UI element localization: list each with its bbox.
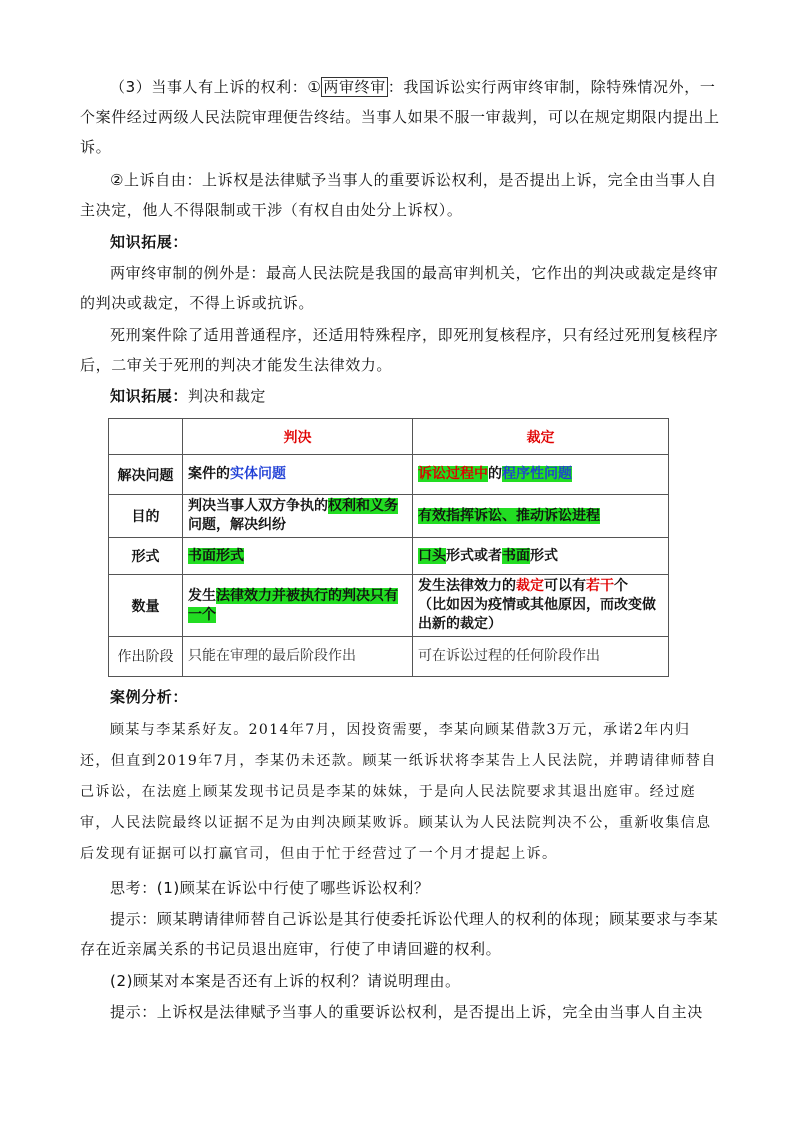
- row-label: 数量: [109, 575, 183, 637]
- cell-ruling: 可在诉讼过程的任何阶段作出: [413, 637, 669, 677]
- cell-text: 发生: [188, 587, 216, 604]
- cell-text-highlight: 有效指挥诉讼、推动诉讼进程: [418, 507, 600, 524]
- cell-ruling: [413, 455, 669, 495]
- cell-judgment: [183, 575, 413, 637]
- cell-text-red-highlight: 诉讼过程中: [418, 466, 488, 482]
- table-row: [109, 637, 669, 677]
- paragraph-appeal-right: [80, 72, 720, 162]
- cell-text-blue: 实体问题: [230, 466, 286, 482]
- paragraph-case-story: 顾某与李某系好友。2014年7月，因投资需要，李某向顾某借款3万元，承诺2年内归还，但直到2019年7月，李某仍未还款。顾某一纸诉状将李某告上人民法院，并聘请律师替自己诉讼，在法庭上顾某发现书记员是李某的妹妹，于是向人民法院要求其退出庭审。经过庭审，人民法院最终以证据不足为由判决顾某败诉。顾某认为人民法院判决不公，重新收集信息后发现有证据可以打赢官司，但由于忙于经营过了一个月才提起上诉。: [80, 722, 717, 862]
- cell-text-red: 若干: [586, 578, 614, 594]
- question-2: (2)顾某对本案是否还有上诉的权利？请说明理由。: [110, 972, 461, 990]
- paragraph-two-trial-exception: 两审终审制的例外是：最高人民法院是我国的最高审判机关，它作出的判决或裁定是终审的判决或裁定，不得上诉或抗诉。: [80, 264, 719, 312]
- cell-judgment: 只能在审理的最后阶段作出: [183, 637, 413, 677]
- table-corner-cell: [109, 419, 183, 455]
- row-label: 作出阶段: [109, 637, 183, 677]
- cell-ruling: [413, 495, 669, 538]
- cell-text: 问题，解决纠纷: [188, 517, 286, 533]
- table-header-row: [109, 419, 669, 455]
- cell-text: 案件的: [188, 466, 230, 482]
- comparison-table: [108, 418, 669, 677]
- paragraph-appeal-freedom: ②上诉自由：上诉权是法律赋予当事人的重要诉讼权利，是否提出上诉，完全由当事人自主决定，他人不得限制或干涉（有权自由处分上诉权）。: [80, 171, 717, 219]
- row-label: 解决问题: [109, 455, 183, 495]
- header-judgment: 判决: [183, 419, 413, 455]
- cell-judgment: [183, 495, 413, 538]
- row-label: 目的: [109, 495, 183, 538]
- hint-1: 提示：顾某聘请律师替自己诉讼是其行使委托诉讼代理人的权利的体现；顾某要求与李某存在近亲属关系的书记员退出庭审，行使了申请回避的权利。: [80, 910, 719, 958]
- boxed-term: 两审终审: [323, 78, 386, 96]
- heading-topic: 判决和裁定: [188, 387, 267, 405]
- text-span: ：我国诉讼实行两审终审制，除特殊情况外，一个案件经过两级人民法院审理便告终结。当事人如果不服一审裁判，可以在规定期限内提出上诉。: [80, 78, 720, 156]
- cell-text: 发生法律效力的: [418, 578, 516, 594]
- cell-text-blue-highlight: 程序性问题: [502, 466, 572, 482]
- row-label: 形式: [109, 538, 183, 575]
- cell-text: 形式或者: [446, 547, 502, 564]
- cell-text-highlight: 口头: [418, 547, 446, 564]
- text-span: （3）当事人有上诉的权利：①: [110, 78, 322, 96]
- cell-text-highlight: 法律效力并被执行的判决只有一个: [188, 587, 398, 623]
- table-row: [109, 455, 669, 495]
- cell-judgment: [183, 538, 413, 575]
- cell-text: 可以有: [544, 578, 586, 594]
- cell-text-red: 裁定: [516, 578, 544, 594]
- heading-judgment-ruling: [110, 381, 410, 411]
- table-row: [109, 538, 669, 575]
- cell-text-highlight: 书面形式: [188, 547, 244, 564]
- question-1: 思考：(1)顾某在诉讼中行使了哪些诉讼权利？: [110, 879, 430, 897]
- cell-text-highlight: 书面: [502, 547, 530, 564]
- cell-text: 个: [614, 578, 628, 594]
- cell-ruling: [413, 538, 669, 575]
- cell-ruling: [413, 575, 669, 637]
- cell-note: （比如因为疫情或其他原因，而改变做出新的裁定）: [418, 597, 656, 632]
- paragraph-death-penalty-review: 死刑案件除了适用普通程序，还适用特殊程序，即死刑复核程序，只有经过死刑复核程序后，二审关于死刑的判决才能发生法律效力。: [80, 326, 719, 374]
- heading-label: 知识拓展：: [110, 387, 189, 405]
- heading-knowledge-extension: 知识拓展：: [110, 233, 189, 251]
- heading-case-analysis: 案例分析：: [110, 688, 189, 706]
- cell-text: 形式: [530, 547, 558, 564]
- table-row: [109, 575, 669, 637]
- table-row: [109, 495, 669, 538]
- cell-text-highlight: 权利和义务: [328, 498, 398, 514]
- cell-judgment: [183, 455, 413, 495]
- hint-2: 提示：上诉权是法律赋予当事人的重要诉讼权利，是否提出上诉，完全由当事人自主决: [110, 1003, 703, 1021]
- header-ruling: 裁定: [413, 419, 669, 455]
- cell-text: 的: [488, 466, 502, 482]
- cell-text: 判决当事人双方争执的: [188, 498, 328, 514]
